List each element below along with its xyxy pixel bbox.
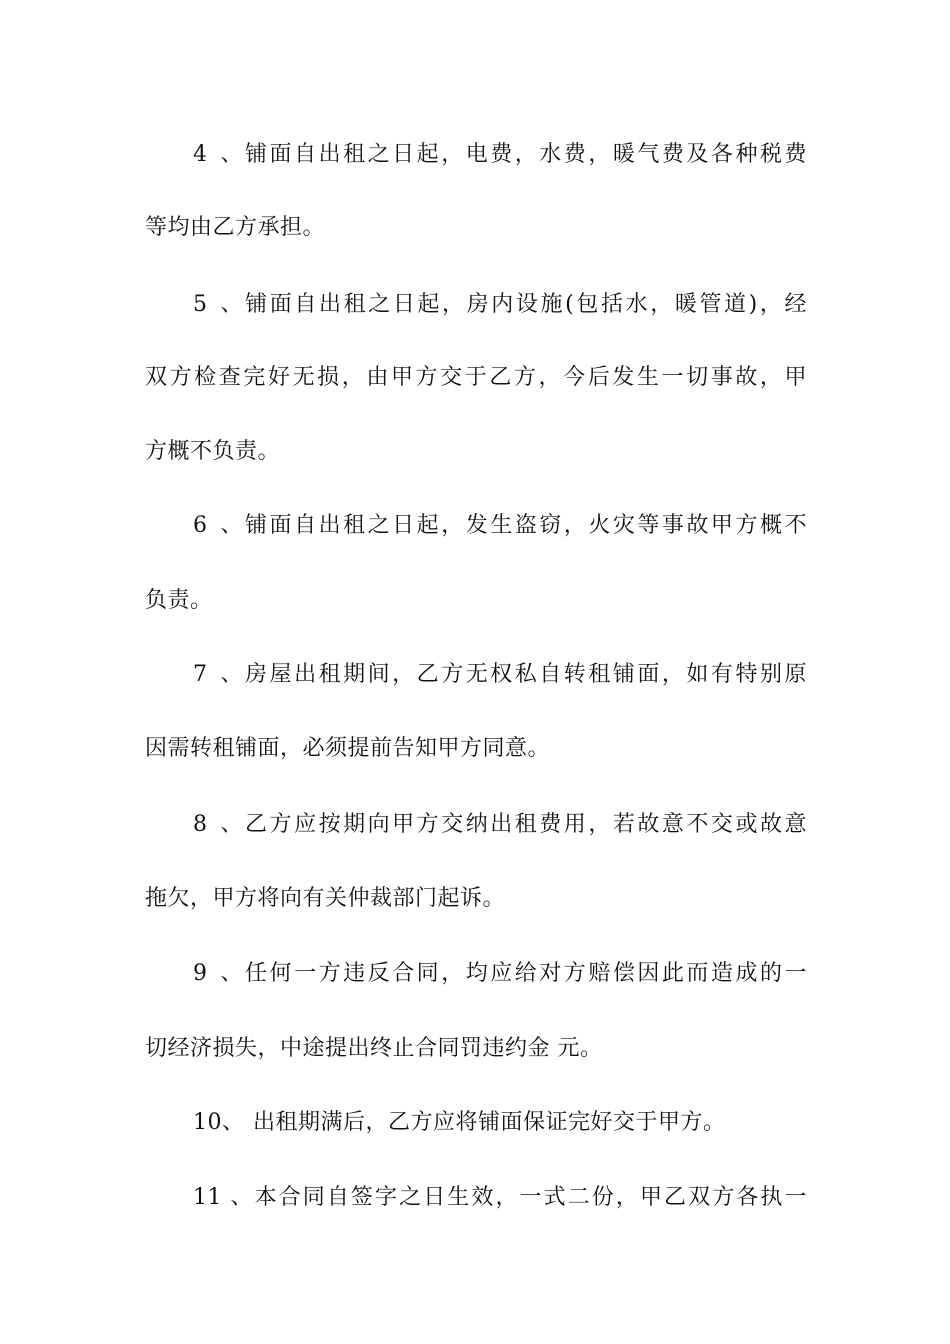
clause-5-line-1 — [193, 290, 807, 320]
clause-6-line-2 — [145, 586, 807, 616]
clause-5-line-3 — [145, 437, 807, 467]
clause-number: 4、 — [193, 142, 243, 167]
clause-text: 铺面自出租之日起，发生盗窃，火灾等事故甲方概不 — [243, 513, 807, 538]
clause-text: 等均由乙方承担。 — [145, 215, 326, 240]
clause-text: 因需转租铺面，必须提前告知甲方同意。 — [145, 736, 551, 761]
clause-number: 5、 — [193, 292, 243, 317]
clause-text: 铺面自出租之日起，房内设施(包括水，暖管道)，经 — [243, 292, 807, 317]
clause-9-line-2 — [145, 1034, 807, 1064]
clause-number: 7、 — [193, 662, 243, 687]
clause-text: 负责。 — [145, 588, 213, 613]
clause-text: 乙方应按期向甲方交纳出租费用，若故意不交或故意 — [243, 812, 807, 837]
clause-number: 11、 — [193, 1185, 253, 1210]
clause-number: 8、 — [193, 812, 243, 837]
clause-10-line-1 — [193, 1108, 807, 1138]
clause-4-line-2 — [145, 213, 807, 243]
clause-8-line-2 — [145, 884, 807, 914]
clause-7-line-1 — [193, 660, 807, 690]
clause-number: 9、 — [193, 961, 243, 986]
clause-number: 10、 — [193, 1110, 245, 1135]
clause-5-line-2 — [145, 363, 807, 393]
clause-text: 房屋出租期间，乙方无权私自转租铺面，如有特别原 — [243, 662, 807, 687]
clause-text: 双方检查完好无损，由甲方交于乙方，今后发生一切事故，甲 — [145, 365, 807, 390]
clause-text: 切经济损失，中途提出终止合同罚违约金 元。 — [145, 1036, 603, 1061]
clause-text: 出租期满后，乙方应将铺面保证完好交于甲方。 — [253, 1110, 726, 1135]
clause-text: 铺面自出租之日起，电费，水费，暖气费及各种税费 — [243, 142, 807, 167]
clause-text: 本合同自签字之日生效，一式二份，甲乙双方各执一 — [253, 1185, 807, 1210]
clause-6-line-1 — [193, 511, 807, 541]
clause-number: 6、 — [193, 513, 243, 538]
clause-11-line-1 — [193, 1183, 807, 1213]
clause-text: 方概不负责。 — [145, 439, 281, 464]
clause-4-line-1 — [193, 140, 807, 170]
clause-7-line-2 — [145, 734, 807, 764]
clause-text: 任何一方违反合同，均应给对方赔偿因此而造成的一 — [243, 961, 807, 986]
clause-9-line-1 — [193, 959, 807, 989]
clause-8-line-1 — [193, 810, 807, 840]
clause-text: 拖欠，甲方将向有关仲裁部门起诉。 — [145, 886, 506, 911]
